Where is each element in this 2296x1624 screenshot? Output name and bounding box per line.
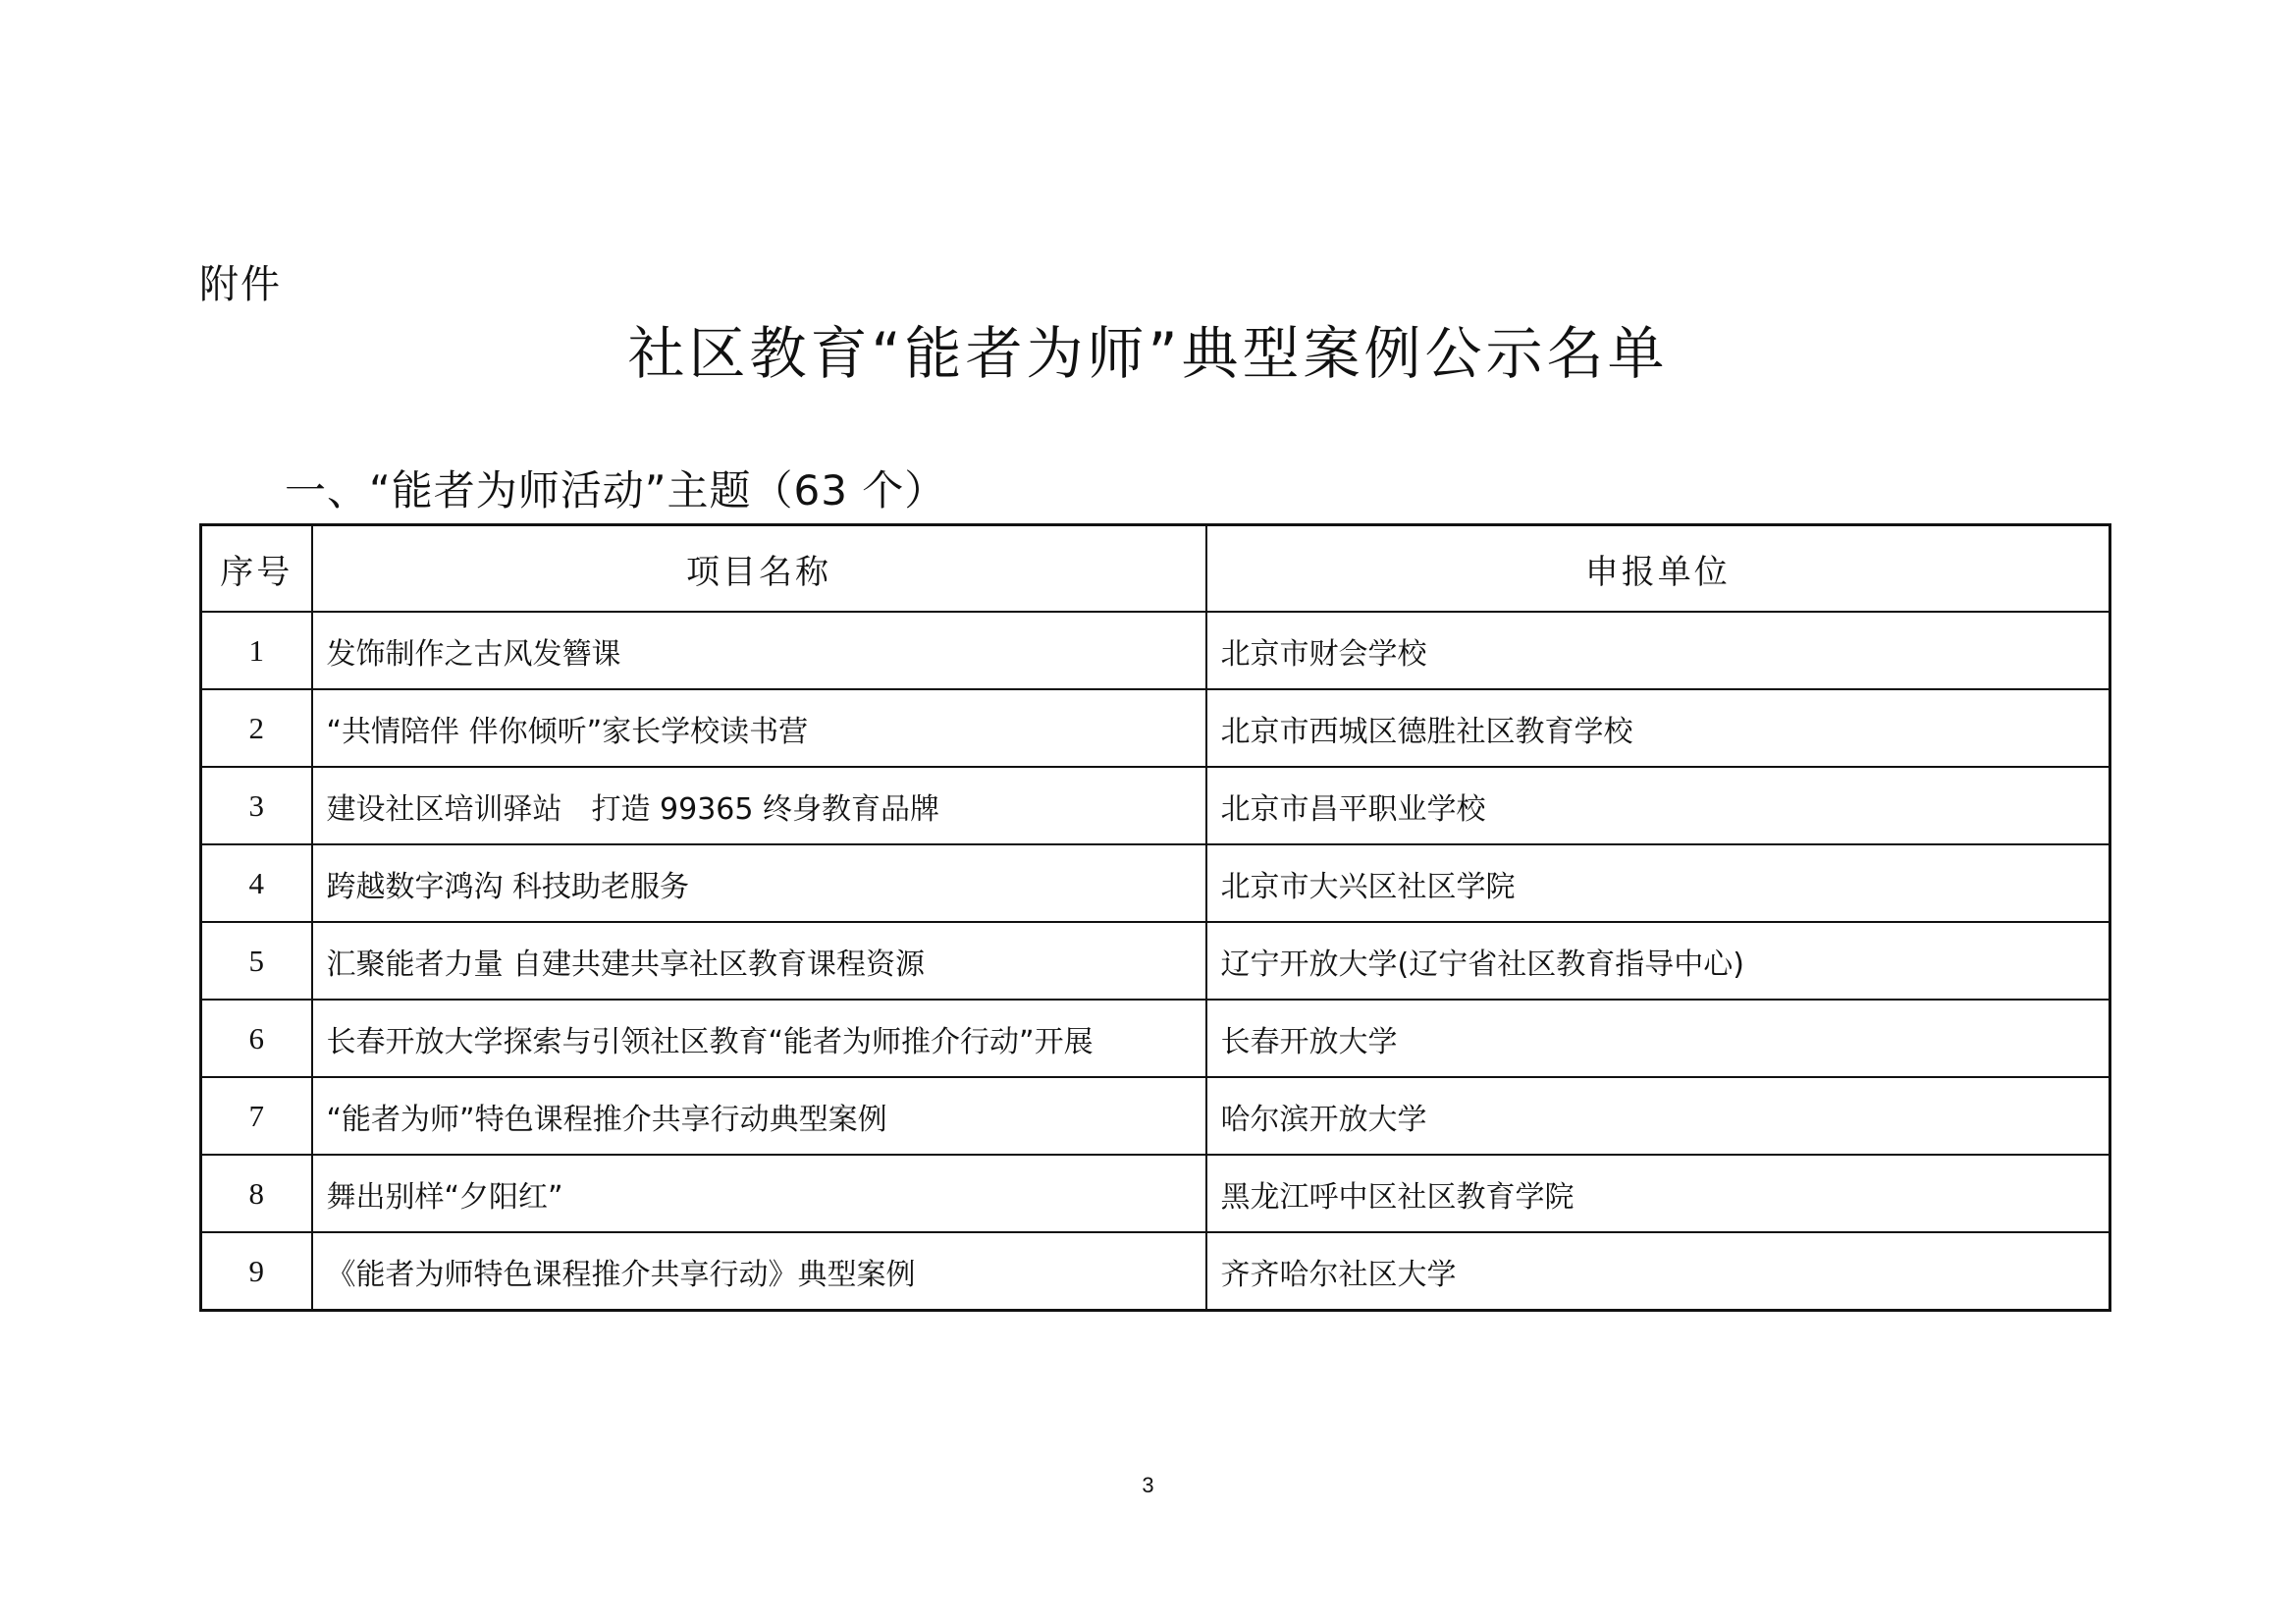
row-serial-number: 2 xyxy=(201,689,312,767)
row-project-name: “能者为师”特色课程推介共享行动典型案例 xyxy=(312,1077,1206,1155)
row-reporting-unit: 齐齐哈尔社区大学 xyxy=(1206,1232,2110,1311)
row-serial-number: 3 xyxy=(201,767,312,844)
row-reporting-unit: 长春开放大学 xyxy=(1206,1000,2110,1077)
row-reporting-unit: 北京市西城区德胜社区教育学校 xyxy=(1206,689,2110,767)
row-project-name: 《能者为师特色课程推介共享行动》典型案例 xyxy=(312,1232,1206,1311)
table-row xyxy=(201,1155,2110,1232)
row-project-name: 发饰制作之古风发簪课 xyxy=(312,612,1206,689)
page-number: 3 xyxy=(1142,1473,1154,1497)
row-serial-number: 1 xyxy=(201,612,312,689)
document-title: 社区教育“能者为师”典型案例公示名单 xyxy=(627,320,1669,387)
table-row xyxy=(201,689,2110,767)
table-row xyxy=(201,612,2110,689)
row-serial-number: 7 xyxy=(201,1077,312,1155)
row-project-name: “共情陪伴 伴你倾听”家长学校读书营 xyxy=(312,689,1206,767)
header-reporting-unit: 申报单位 xyxy=(1206,525,2110,613)
row-project-name: 长春开放大学探索与引领社区教育“能者为师推介行动”开展 xyxy=(312,1000,1206,1077)
table-row xyxy=(201,1000,2110,1077)
attachment-label: 附件 xyxy=(199,262,282,307)
row-reporting-unit: 哈尔滨开放大学 xyxy=(1206,1077,2110,1155)
case-list-table xyxy=(199,523,2111,1312)
row-reporting-unit: 北京市昌平职业学校 xyxy=(1206,767,2110,844)
row-reporting-unit: 黑龙江呼中区社区教育学院 xyxy=(1206,1155,2110,1232)
table-row xyxy=(201,844,2110,922)
table-row xyxy=(201,767,2110,844)
row-serial-number: 6 xyxy=(201,1000,312,1077)
row-project-name: 汇聚能者力量 自建共建共享社区教育课程资源 xyxy=(312,922,1206,1000)
row-project-name: 舞出别样“夕阳红” xyxy=(312,1155,1206,1232)
table-row xyxy=(201,922,2110,1000)
row-project-name: 跨越数字鸿沟 科技助老服务 xyxy=(312,844,1206,922)
row-reporting-unit: 北京市财会学校 xyxy=(1206,612,2110,689)
table-row xyxy=(201,1077,2110,1155)
header-project-name: 项目名称 xyxy=(312,525,1206,613)
table-row xyxy=(201,1232,2110,1311)
row-serial-number: 4 xyxy=(201,844,312,922)
table-header-row xyxy=(201,525,2110,613)
row-serial-number: 9 xyxy=(201,1232,312,1311)
header-serial-number: 序号 xyxy=(201,525,312,613)
row-serial-number: 8 xyxy=(201,1155,312,1232)
row-project-name: 建设社区培训驿站 打造 99365 终身教育品牌 xyxy=(312,767,1206,844)
row-serial-number: 5 xyxy=(201,922,312,1000)
section-heading: 一、“能者为师活动”主题（63 个） xyxy=(285,466,947,514)
case-list-table-container xyxy=(199,523,2109,1312)
row-reporting-unit: 辽宁开放大学(辽宁省社区教育指导中心) xyxy=(1206,922,2110,1000)
row-reporting-unit: 北京市大兴区社区学院 xyxy=(1206,844,2110,922)
